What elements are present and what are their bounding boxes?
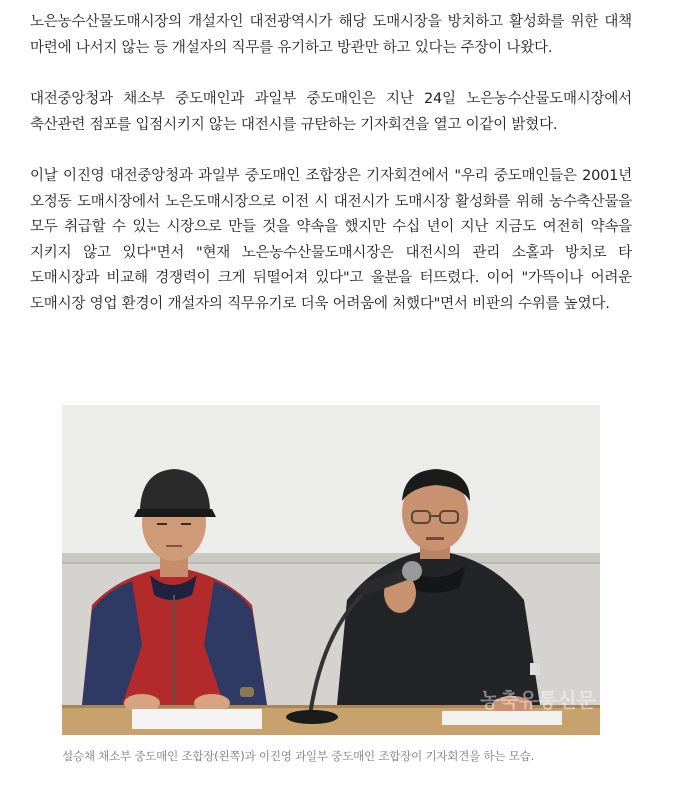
- article-paragraph-1: 노은농수산물도매시장의 개설자인 대전광역시가 해당 도매시장을 방치하고 활성화를 위한 대책 마련에 나서지 않는 등 개설자의 직무를 유기하고 방관만 하고 있다는 주장이 나왔다.: [30, 14, 632, 56]
- photo-caption: 설승채 채소부 중도매인 조합장(왼쪽)과 이진영 과일부 중도매인 조합장이 기자회견을 하는 모습.: [62, 749, 535, 763]
- photo-watermark: 농축유통신문: [480, 688, 596, 712]
- article-body: [30, 10, 632, 343]
- press-conference-photo: [62, 405, 600, 735]
- article-paragraph-3: 이날 이진영 대전중앙청과 과일부 중도매인 조합장은 기자회견에서 "우리 중도매인들은 2001년 오정동 도매시장에서 노은도매시장으로 이전 시 대전시가 도매시장 활성화를 위해 농수축산물을 모두 취급할 수 있는 시장으로 만들 것을 약속을 했지만 수십 년이 지난 지금도 여전히 약속을 지키지 않고 있다"면서 "현재 노은농수산물도매시장은 대전시의 관리 소홀과 방치로 타 도매시장과 비교해 경쟁력이 크게 뒤떨어져 있다"고 울분을 터뜨렸다. 이어 "가뜩이나 어려운 도매시장 영업 환경이 개설자의 직무유기로 더욱 어려움에 처했다"면서 비판의 수위를 높였다.: [30, 168, 632, 312]
- article-paragraph-2: 대전중앙청과 채소부 중도매인과 과일부 중도매인은 지난 24일 노은농수산물도매시장에서 축산관련 점포를 입점시키지 않는 대전시를 규탄하는 기자회견을 열고 이같이 밝혔다.: [30, 91, 632, 133]
